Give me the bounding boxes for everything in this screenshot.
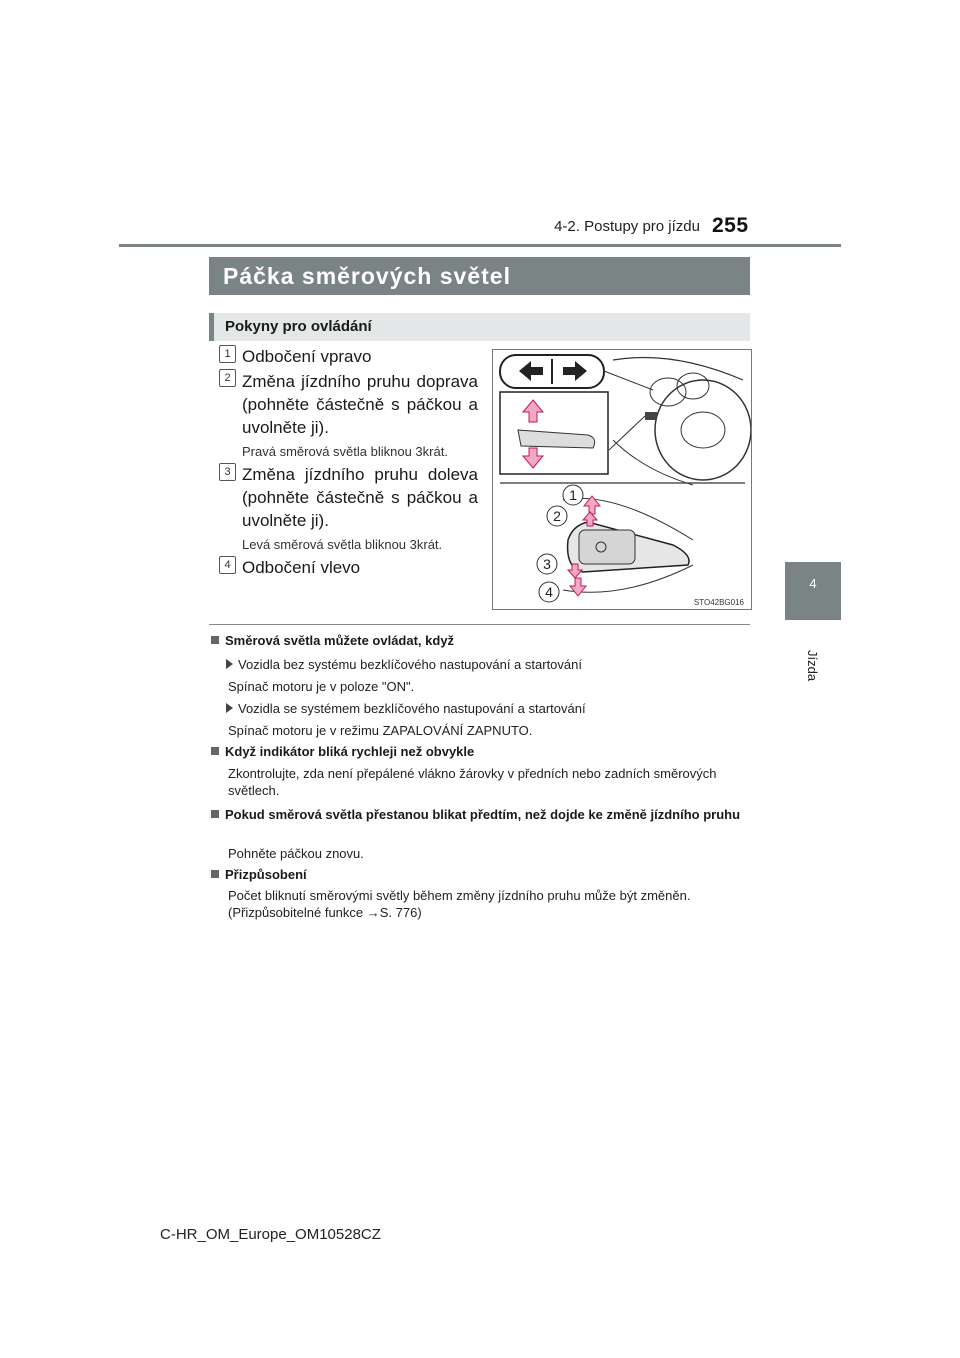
section-heading-4-text: Přizpůsobení	[225, 867, 307, 882]
item-text-4: Odbočení vlevo	[242, 558, 361, 577]
triangle-bullet-icon	[226, 703, 233, 713]
chapter-tab-label-wrap	[796, 650, 830, 690]
section-divider	[209, 624, 750, 625]
item-number-3: 3	[219, 463, 236, 481]
turn-signal-illustration	[492, 349, 752, 610]
item-text-2: Změna jízdního pruhu doprava (pohněte částečně s páčkou a uvolněte ji).	[242, 372, 478, 437]
callout-3	[537, 554, 557, 574]
square-bullet-icon	[211, 747, 219, 755]
callout-4	[539, 582, 559, 602]
bullet-1	[226, 656, 582, 673]
page-title: Páčka směrových světel	[223, 263, 511, 289]
item-number-1: 1	[219, 345, 236, 363]
callout-line-lever	[609, 416, 645, 450]
page-number: 255	[712, 214, 749, 237]
bullet-1-sub: Spínač motoru je v poloze "ON".	[228, 679, 415, 694]
callout-2	[547, 506, 567, 526]
subheading: Pokyny pro ovládání	[225, 318, 372, 335]
section-heading-1	[211, 633, 454, 648]
steering-wheel-icon	[655, 380, 751, 480]
section-header: 4-2. Postupy pro jízdu	[554, 218, 700, 235]
section-heading-3	[211, 806, 765, 823]
subheading-accent	[209, 313, 214, 341]
section-2-text: Zkontrolujte, zda není přepálené vlákno žárovky v předních nebo zadních směrových světlech.	[228, 766, 717, 798]
subheading-bar	[209, 313, 750, 341]
square-bullet-icon	[211, 810, 219, 818]
chapter-tab-label: Jízda	[805, 650, 820, 682]
chapter-tab: 4	[785, 562, 841, 620]
section-4-text: Počet bliknutí směrovými světly během změny jízdního pruhu může být změněn. (Přizpůsobitelné funkce →S. 776)	[228, 888, 691, 920]
section-3-text: Pohněte páčkou znovu.	[228, 846, 364, 861]
figure-code: STO42BG016	[693, 598, 744, 607]
bullet-1-text: Vozidla bez systému bezklíčového nastupování a startování	[238, 657, 582, 672]
page-title-bar	[209, 257, 750, 295]
gauge-left	[650, 378, 686, 406]
triangle-bullet-icon	[226, 659, 233, 669]
item-note-2: Pravá směrová světla bliknou 3krát.	[242, 444, 448, 459]
callout-line-arrows	[604, 371, 653, 390]
section-heading-1-text: Směrová světla můžete ovládat, když	[225, 633, 455, 648]
dash-line	[613, 440, 693, 485]
lever-stub-icon	[645, 412, 657, 420]
bullet-2	[226, 700, 586, 717]
item-text-1: Odbočení vpravo	[242, 347, 372, 366]
square-bullet-icon	[211, 870, 219, 878]
callout-1-label: 1	[569, 487, 577, 503]
item-number-4: 4	[219, 556, 236, 574]
bullet-2-sub: Spínač motoru je v režimu ZAPALOVÁNÍ ZAPNUTO.	[228, 723, 533, 738]
lever-switch-icon	[579, 530, 635, 564]
gauge-right	[677, 373, 709, 399]
turn-signal-lever-drawing	[493, 350, 751, 609]
document-footer: C-HR_OM_Europe_OM10528CZ	[160, 1226, 381, 1243]
section-heading-3-text: Pokud směrová světla přestanou blikat předtím, než dojde ke změně jízdního pruhu	[225, 807, 741, 822]
item-note-3: Levá směrová světla bliknou 3krát.	[242, 537, 443, 552]
callout-3-label: 3	[543, 556, 551, 572]
section-heading-2-text: Když indikátor bliká rychleji než obvykle	[225, 744, 475, 759]
header-rule	[119, 244, 841, 247]
steering-hub	[681, 412, 725, 448]
callout-1	[563, 485, 583, 505]
item-text-3: Změna jízdního pruhu doleva (pohněte částečně s páčkou a uvolněte ji).	[242, 465, 478, 530]
bullet-2-text: Vozidla se systémem bezklíčového nastupování a startování	[238, 701, 586, 716]
item-number-2: 2	[219, 369, 236, 387]
section-heading-2	[211, 744, 474, 759]
dashboard-outline	[613, 358, 743, 381]
full-down-arrow-icon	[570, 578, 586, 596]
section-heading-4	[211, 867, 307, 882]
square-bullet-icon	[211, 636, 219, 644]
callout-2-label: 2	[553, 508, 561, 524]
callout-4-label: 4	[545, 584, 553, 600]
